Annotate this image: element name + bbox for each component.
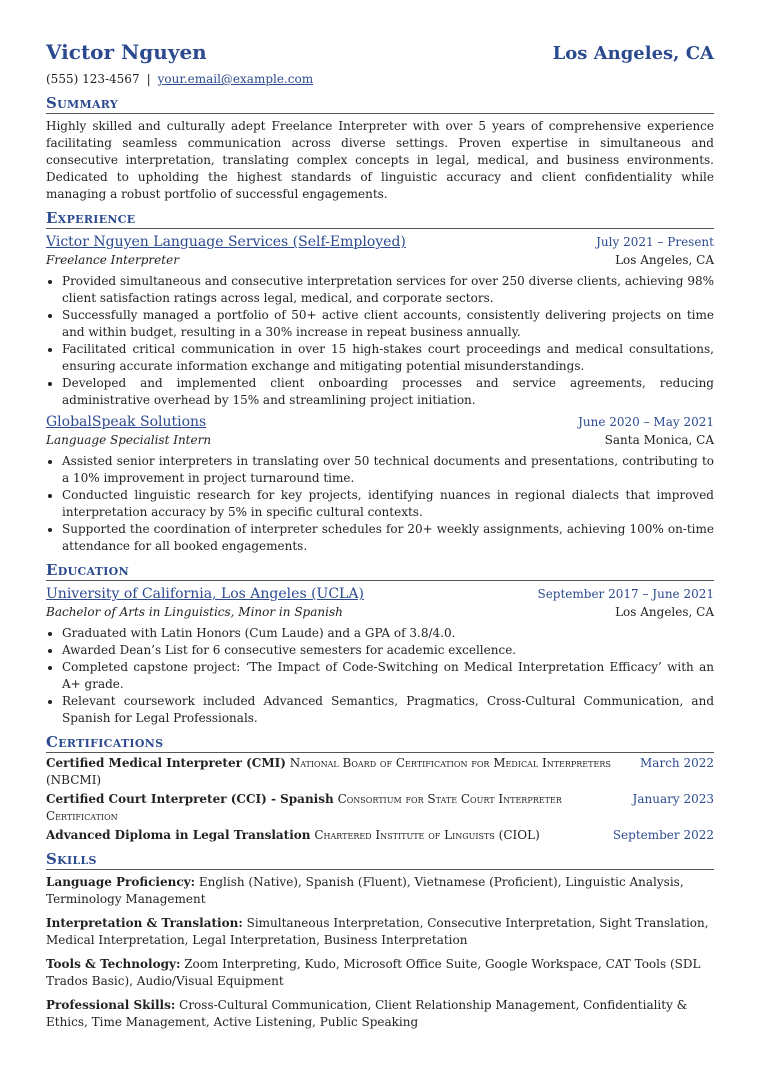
candidate-location: Los Angeles, CA: [552, 43, 714, 64]
certification-org: National Board of Certification for Medical Interpreters (NBCMI): [46, 756, 611, 787]
certification-item: [46, 791, 714, 825]
employer-link[interactable]: Victor Nguyen Language Services (Self-Employed): [46, 234, 406, 250]
bullet-item: • Assisted senior interpreters in translating over 50 technical documents and presentations, contributing to a 10% improvement in project turnaround time.: [62, 453, 714, 487]
certification-org: Consortium for State Court Interpreter Certification: [46, 792, 562, 823]
section-title-summary: Summary: [46, 94, 714, 114]
skill-category: Professional Skills:: [46, 998, 176, 1012]
bullet-item: • Successfully managed a portfolio of 50+ active client accounts, consistently delivering projects on time and within budget, resulting in a 30% increase in repeat business annually.: [62, 307, 714, 341]
section-title-education: Education: [46, 561, 714, 581]
certification-item: [46, 755, 714, 789]
section-title-experience: Experience: [46, 209, 714, 229]
phone-number: (555) 123-4567: [46, 72, 140, 86]
entry-date: September 2017 – June 2021: [537, 587, 714, 601]
employer-link[interactable]: GlobalSpeak Solutions: [46, 414, 207, 430]
bullet-item: • Relevant coursework included Advanced Semantics, Pragmatics, Cross-Cultural Communication, and Spanish for Legal Professionals.: [62, 693, 714, 727]
contact-line: [46, 71, 714, 88]
candidate-name: Victor Nguyen: [46, 40, 207, 64]
job-title: Freelance Interpreter: [46, 253, 179, 267]
skill-group: [46, 915, 714, 949]
skill-category: Language Proficiency:: [46, 875, 196, 889]
bullet-item: • Conducted linguistic research for key projects, identifying nuances in regional dialects that improved interpretation accuracy by 5% in specific cultural contexts.: [62, 487, 714, 521]
skill-group: [46, 874, 714, 908]
certification-org: Chartered Institute of Linguists (CIOL): [314, 828, 540, 842]
section-title-skills: Skills: [46, 850, 714, 870]
resume-header: [46, 40, 714, 66]
certification-item: [46, 827, 714, 844]
certification-date: January 2023: [632, 792, 714, 806]
skill-list: Simultaneous Interpretation, Consecutive Interpretation, Sight Translation, Medical Interpretation, Legal Interpretation, Business Interpretation: [46, 916, 709, 947]
skill-list: Cross-Cultural Communication, Client Relationship Management, Confidentiality & Ethics, Time Management, Active Listening, Public Speaking: [46, 998, 688, 1029]
certification-name: Advanced Diploma in Legal Translation: [46, 828, 311, 842]
bullet-item: • Graduated with Latin Honors (Cum Laude) and a GPA of 3.8/4.0.: [62, 625, 714, 642]
degree-title: Bachelor of Arts in Linguistics, Minor in Spanish: [46, 605, 343, 619]
bullet-item: • Facilitated critical communication in over 15 high-stakes court proceedings and medical consultations, ensuring accurate information exchange and mitigating potential misunderstandings.: [62, 341, 714, 375]
bullet-item: • Provided simultaneous and consecutive interpretation services for over 250 diverse clients, achieving 98% client satisfaction ratings across legal, medical, and corporate sectors.: [62, 273, 714, 307]
bullet-list: [46, 273, 714, 409]
entry-date: June 2020 – May 2021: [578, 415, 714, 429]
school-link[interactable]: University of California, Los Angeles (UCLA): [46, 586, 364, 602]
skill-list: Zoom Interpreting, Kudo, Microsoft Office Suite, Google Workspace, CAT Tools (SDL Trados Basic), Audio/Visual Equipment: [46, 957, 701, 988]
certification-name: Certified Court Interpreter (CCI) - Spanish: [46, 792, 334, 806]
experience-entry: [46, 413, 714, 555]
education-entry: [46, 585, 714, 727]
bullet-item: • Awarded Dean’s List for 6 consecutive semesters for academic excellence.: [62, 642, 714, 659]
bullet-list: [46, 453, 714, 555]
certification-date: March 2022: [640, 756, 714, 770]
certification-name: Certified Medical Interpreter (CMI): [46, 756, 286, 770]
bullet-list: [46, 625, 714, 727]
summary-text: Highly skilled and culturally adept Freelance Interpreter with over 5 years of comprehensive experience facilitating seamless communication across diverse settings. Proven expertise in simultaneous and consecutive interpretation, translating complex concepts in legal, medical, and business environments. Dedicated to upholding the highest standards of linguistic accuracy and client confidentiality while managing a robust portfolio of successful engagements.: [46, 119, 714, 201]
contact-separator: |: [146, 72, 151, 86]
email-link[interactable]: your.email@example.com: [157, 72, 314, 86]
skill-group: [46, 956, 714, 990]
job-title: Language Specialist Intern: [46, 433, 212, 447]
resume-page: [46, 0, 714, 1031]
skill-category: Interpretation & Translation:: [46, 916, 243, 930]
entry-date: July 2021 – Present: [596, 235, 714, 249]
bullet-item: • Supported the coordination of interpreter schedules for 20+ weekly assignments, achieving 100% on-time attendance for all booked engagements.: [62, 521, 714, 555]
certification-date: September 2022: [612, 828, 714, 842]
section-title-certifications: Certifications: [46, 733, 714, 753]
experience-entry: [46, 233, 714, 409]
bullet-item: • Completed capstone project: ‘The Impact of Code-Switching on Medical Interpretation Efficacy’ with an A+ grade.: [62, 659, 714, 693]
entry-location: Los Angeles, CA: [615, 253, 714, 267]
entry-location: Los Angeles, CA: [615, 605, 714, 619]
bullet-item: • Developed and implemented client onboarding processes and service agreements, reducing administrative overhead by 15% and streamlining project initiation.: [62, 375, 714, 409]
skill-group: [46, 997, 714, 1031]
skill-list: English (Native), Spanish (Fluent), Vietnamese (Proficient), Linguistic Analysis, Terminology Management: [46, 875, 684, 906]
entry-location: Santa Monica, CA: [604, 433, 714, 447]
skill-category: Tools & Technology:: [46, 957, 181, 971]
